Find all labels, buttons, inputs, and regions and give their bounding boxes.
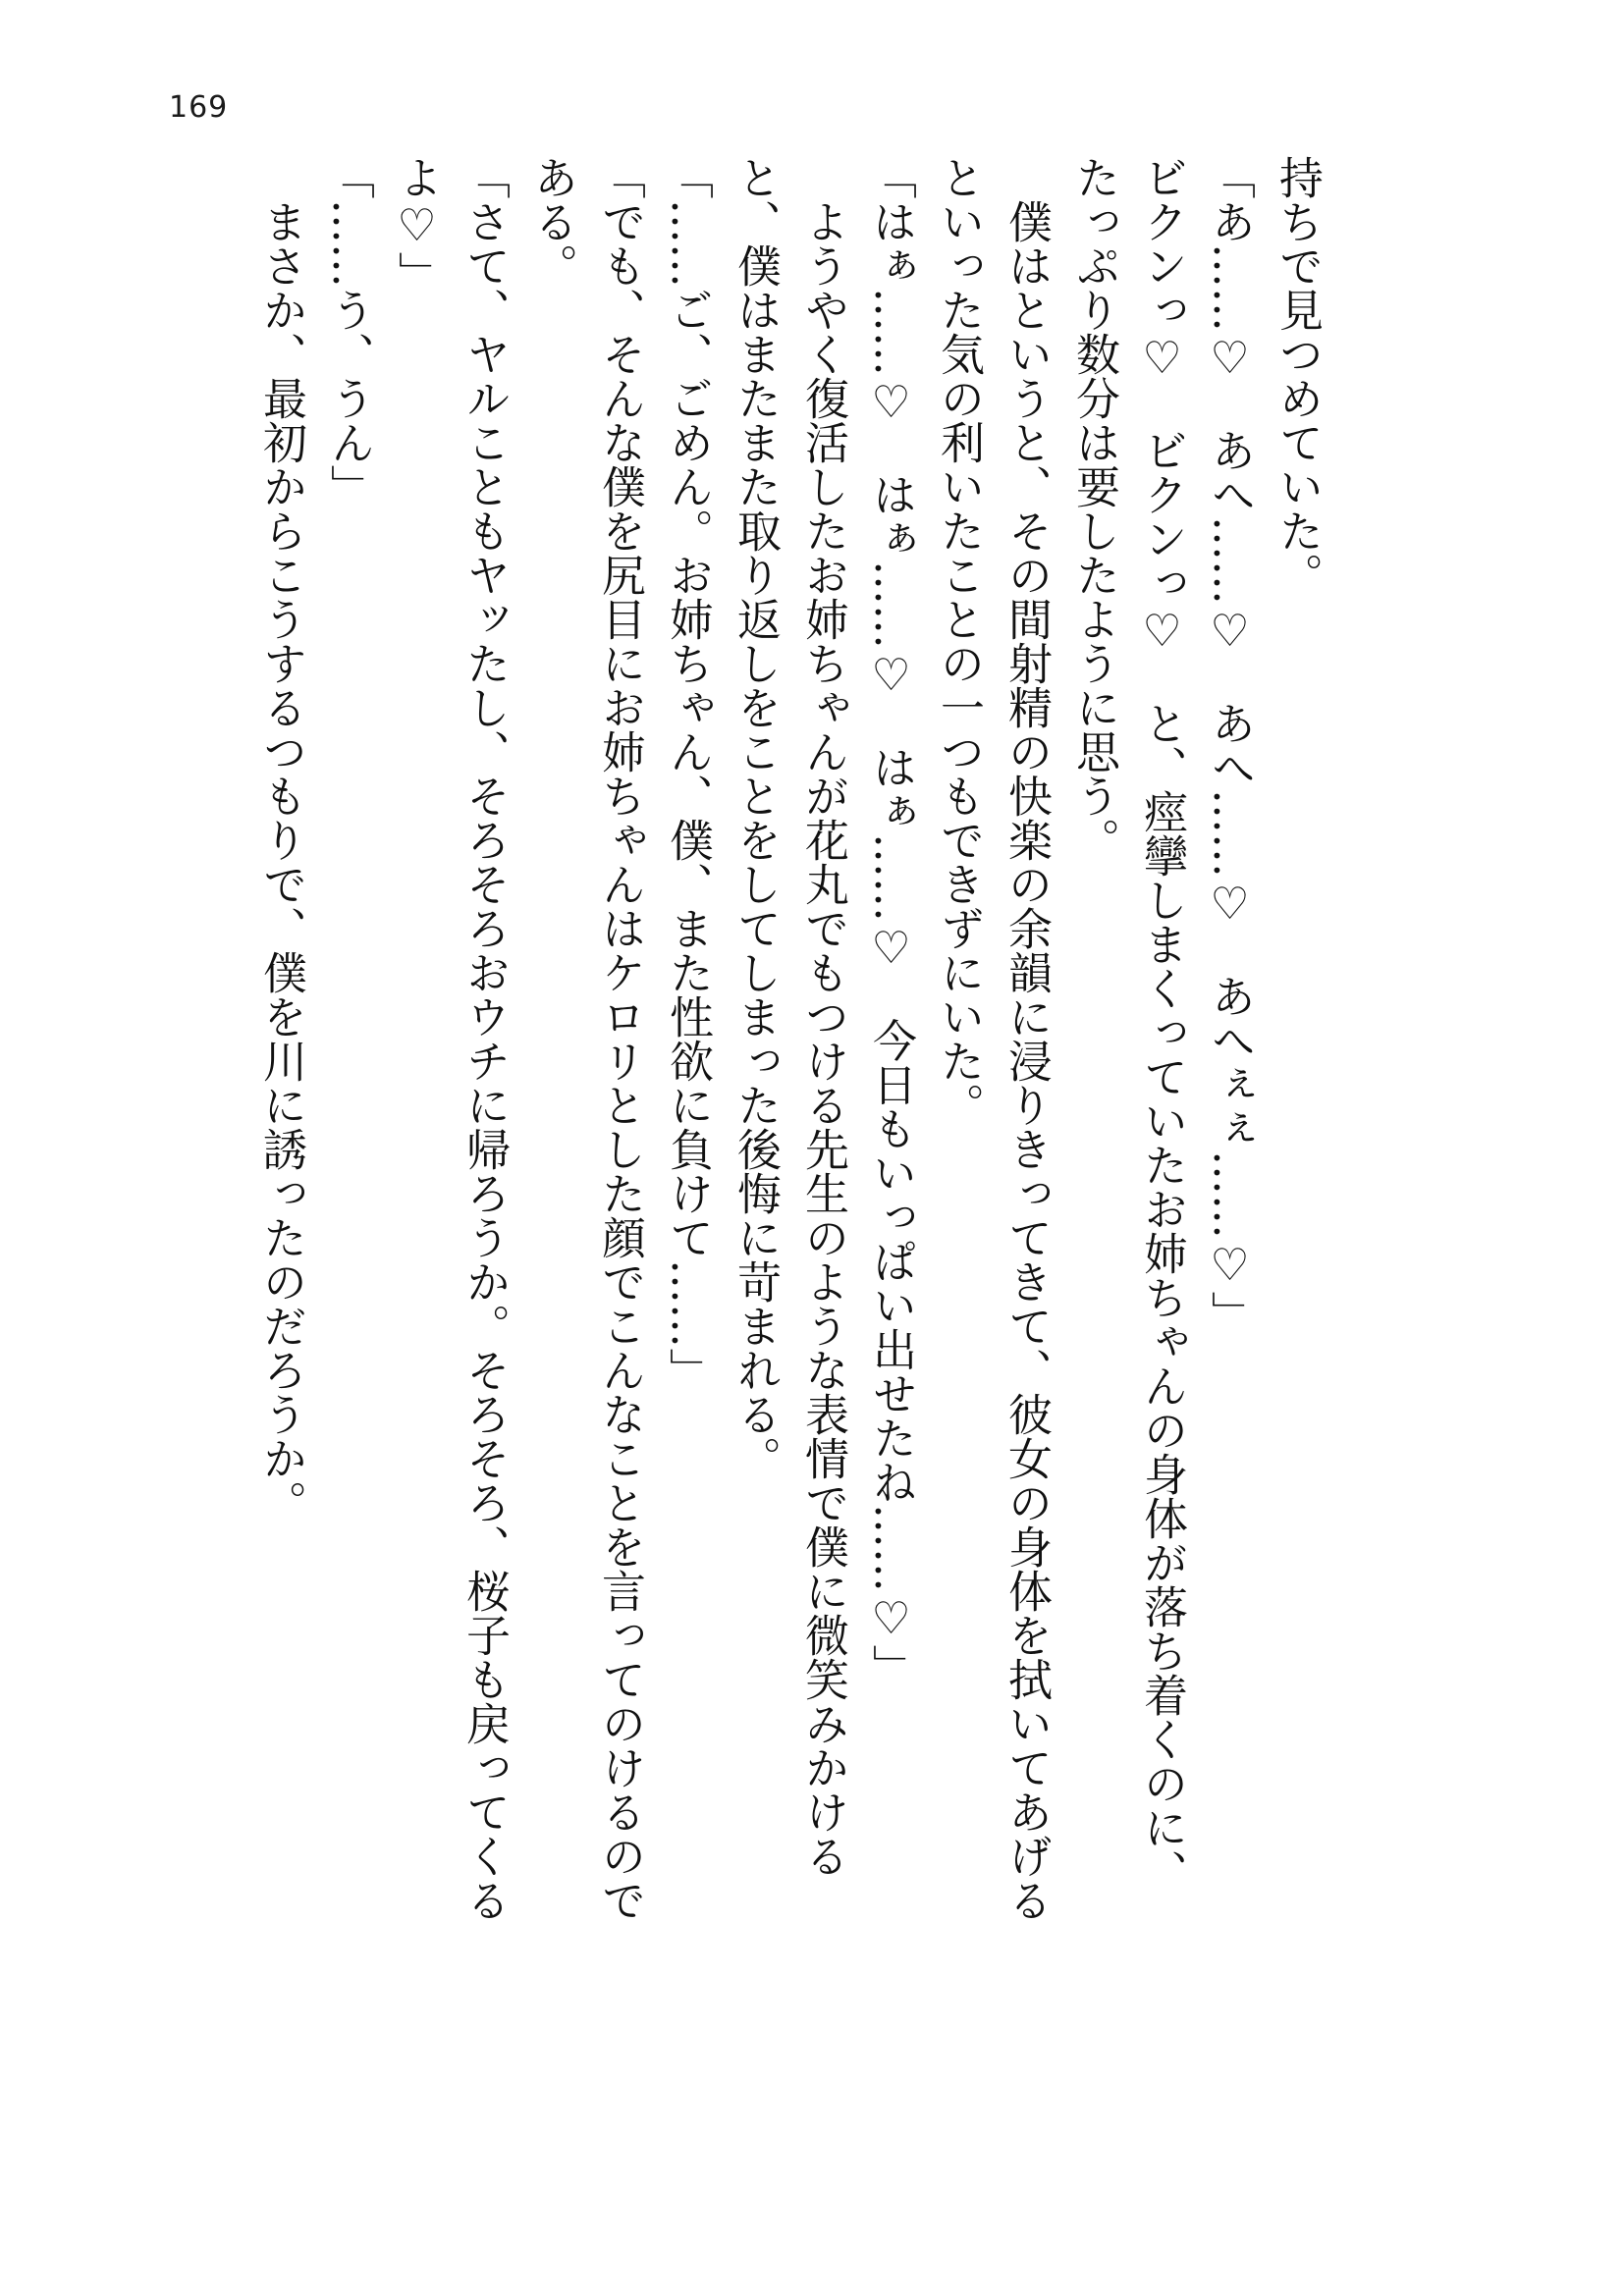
text-line: 「あ……♡ あへ……♡ あへ……♡ あへぇぇ……♡」 bbox=[1204, 155, 1256, 1335]
vertical-text-block bbox=[247, 155, 1331, 2167]
text-line: 持ちで見つめていた。 bbox=[1272, 155, 1324, 597]
text-line: 「さて、ヤルこともヤッたし、そろそろおウチに帰ろうか。そろそろ、桜子も戻ってくる bbox=[459, 155, 511, 1922]
page-number: 169 bbox=[169, 90, 229, 125]
text-line: 僕はというと、その間射精の快楽の余韻に浸りきってきて、彼女の身体を拭いてあげる bbox=[1001, 155, 1053, 1922]
text-line: ようやく復活したお姉ちゃんが花丸でもつける先生のような表情で僕に微笑みかける bbox=[797, 155, 849, 1878]
text-line: 「……う、うん」 bbox=[323, 155, 375, 508]
text-line: たっぷり数分は要したように思う。 bbox=[1068, 155, 1120, 862]
text-line: と、僕はまたまた取り返しをことをしてしまった後悔に苛まれる。 bbox=[730, 155, 782, 1480]
text-line: まさか、最初からこうするつもりで、僕を川に誘ったのだろうか。 bbox=[255, 155, 307, 1524]
text-line: よ♡」 bbox=[391, 155, 443, 295]
text-line: 「でも、そんな僕を尻目にお姉ちゃんはケロリとした顔でこんなことを言ってのけるので bbox=[594, 155, 646, 1922]
text-line: 「はぁ……♡ はぁ……♡ はぁ……♡ 今日もいっぱい出せたね……♡」 bbox=[865, 155, 917, 1688]
text-line: ビクンっ♡ ビクンっ♡ と、痙攣しまくっていたお姉ちゃんの身体が落ち着くのに、 bbox=[1136, 155, 1188, 1894]
text-line: といった気の利いたことの一つもできずにいた。 bbox=[933, 155, 985, 1127]
text-line: 「……ご、ごめん。お姉ちゃん、僕、また性欲に負けて……」 bbox=[662, 155, 714, 1392]
text-line: ある。 bbox=[526, 155, 578, 288]
